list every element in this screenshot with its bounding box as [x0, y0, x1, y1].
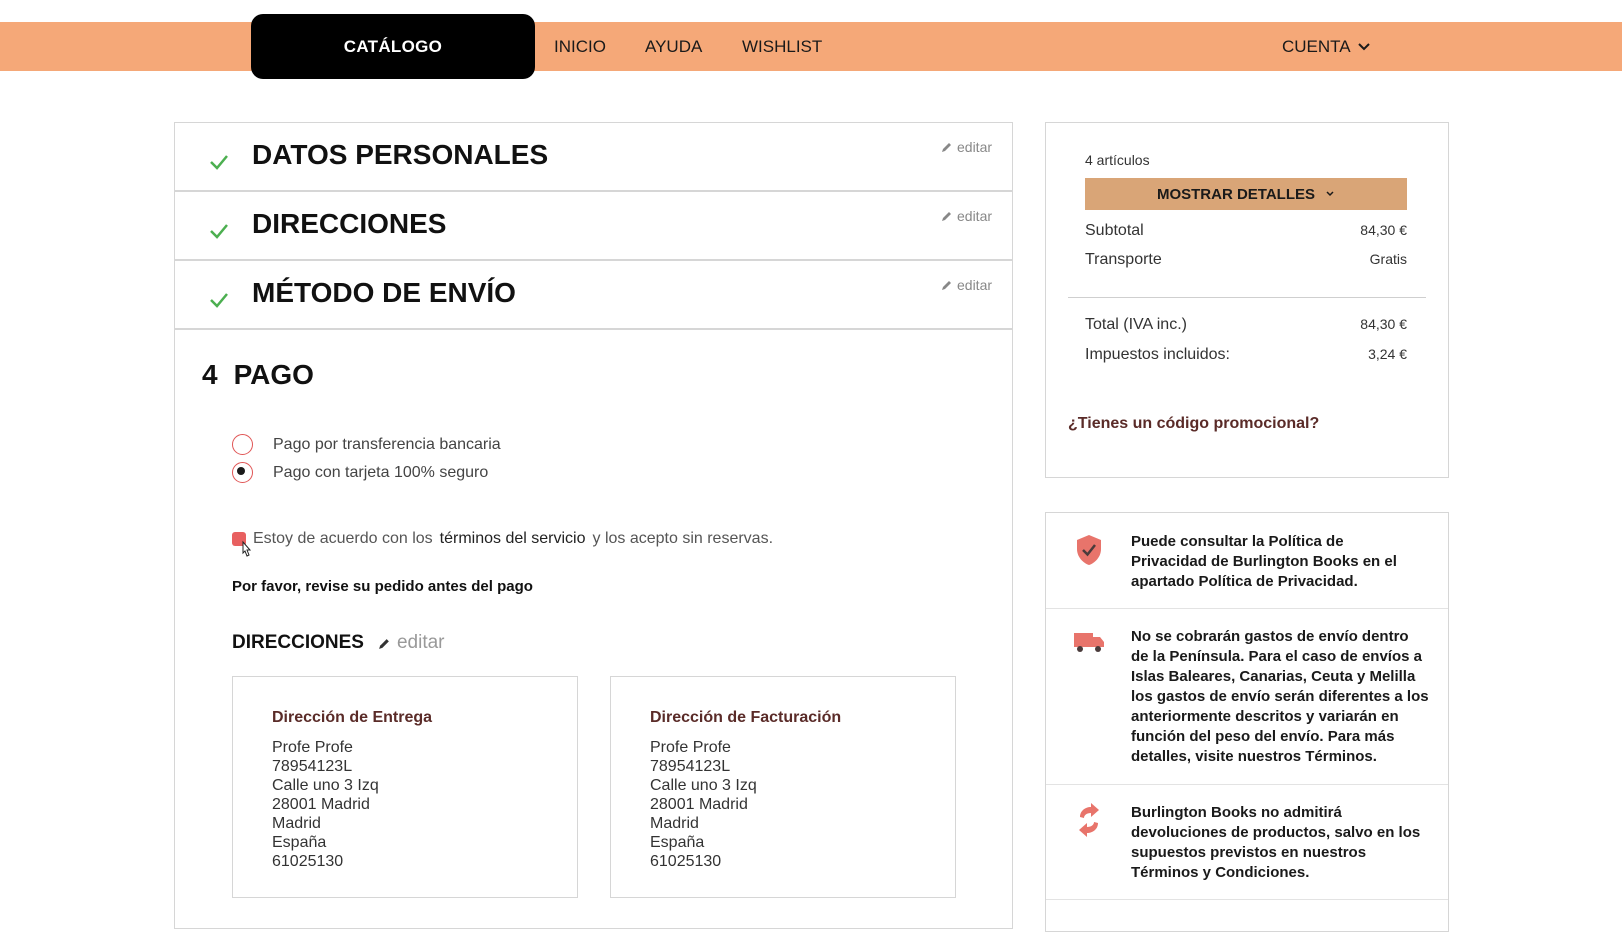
shipping-info-text: No se cobrarán gastos de envío dentro de la Península. Para el caso de envíos a Islas Baleares, Canarias, Ceuta y Melilla los gastos de envío serán diferentes a los anteriormente descritos y variarán en función del peso del envío. Para más detalles, visite nuestros Términos.	[1131, 628, 1429, 765]
payment-heading	[202, 359, 314, 391]
edit-label: editar	[957, 139, 993, 155]
catalog-logo-button[interactable]: CATÁLOGO	[251, 14, 535, 79]
delivery-address-title: Dirección de Entrega	[272, 709, 433, 726]
step-addresses	[174, 191, 1013, 260]
reassurance-panel	[1045, 512, 1449, 932]
taxes-value: 3,24 €	[1368, 346, 1407, 362]
returns-info-text: Burlington Books no admitirá devoluciones de productos, salvo en los supuestos previstos en nuestros Términos y Condiciones.	[1131, 804, 1421, 881]
terms-row	[232, 530, 773, 548]
items-count: 4 artículos	[1085, 152, 1150, 168]
nav-link-wishlist[interactable]: WISHLIST	[742, 36, 823, 56]
edit-label: editar	[957, 208, 993, 224]
return-arrows-icon	[1074, 803, 1104, 837]
address-line: 61025130	[272, 853, 344, 870]
shipping-label: Transporte	[1085, 251, 1162, 268]
address-line: 61025130	[650, 853, 722, 870]
billing-address-title: Dirección de Facturación	[650, 709, 842, 726]
checkmark-icon	[209, 152, 229, 172]
address-line: Calle uno 3 Izq	[650, 777, 757, 794]
total-label: Total (IVA inc.)	[1085, 316, 1187, 333]
account-menu[interactable]	[1282, 22, 1371, 71]
info-divider	[1046, 784, 1448, 785]
account-label: CUENTA	[1282, 36, 1351, 56]
show-details-button[interactable]	[1085, 178, 1407, 210]
step-shipping-method	[174, 260, 1013, 329]
pencil-icon	[941, 279, 953, 291]
chevron-down-icon	[1357, 42, 1371, 52]
address-line: Calle uno 3 Izq	[272, 777, 379, 794]
radio-transfer[interactable]	[232, 434, 253, 455]
pencil-icon	[378, 637, 391, 650]
edit-personal-data-link[interactable]	[941, 139, 992, 155]
step-payment	[174, 329, 1013, 929]
mouse-cursor-icon	[238, 540, 254, 560]
review-order-note: Por favor, revise su pedido antes del pago	[232, 578, 533, 595]
step-number: 4	[202, 359, 218, 390]
step-title-shipping-method: MÉTODO DE ENVÍO	[252, 277, 516, 308]
delivery-address-lines	[272, 738, 379, 871]
terms-prefix: Estoy de acuerdo con los	[253, 530, 433, 547]
truck-icon	[1072, 629, 1106, 655]
taxes-label: Impuestos incluidos:	[1085, 346, 1230, 363]
billing-address-card	[610, 676, 956, 898]
addresses-review-title: DIRECCIONES	[232, 632, 364, 653]
address-line: 28001 Madrid	[272, 796, 370, 813]
address-line: Profe Profe	[650, 739, 731, 756]
step-title-addresses: DIRECCIONES	[252, 208, 447, 239]
address-line: 28001 Madrid	[650, 796, 748, 813]
privacy-info-text: Puede consultar la Política de Privacidad de Burlington Books en el apartado Política de Privacidad.	[1131, 533, 1397, 590]
address-line: Profe Profe	[272, 739, 353, 756]
payment-option-card[interactable]	[232, 462, 488, 483]
addresses-review-header	[232, 632, 445, 654]
pencil-icon	[941, 210, 953, 222]
edit-label: editar	[396, 632, 445, 653]
nav-link-ayuda[interactable]: AYUDA	[645, 36, 703, 56]
payment-option-label: Pago con tarjeta 100% seguro	[273, 463, 489, 481]
total-value: 84,30 €	[1360, 316, 1407, 332]
nav-link-inicio[interactable]: INICIO	[554, 36, 606, 56]
subtotal-label: Subtotal	[1085, 222, 1144, 239]
summary-divider	[1068, 297, 1426, 298]
address-line: España	[650, 834, 705, 851]
radio-card[interactable]	[232, 462, 253, 483]
payment-option-label: Pago por transferencia bancaria	[273, 435, 501, 453]
edit-label: editar	[957, 277, 993, 293]
address-line: Madrid	[650, 815, 699, 832]
terms-of-service-link[interactable]: términos del servicio	[439, 530, 586, 547]
terms-suffix: y los acepto sin reservas.	[592, 530, 774, 547]
checkmark-icon	[209, 221, 229, 241]
chevron-down-icon	[1325, 190, 1335, 198]
step-personal-data	[174, 122, 1013, 191]
show-details-label: MOSTRAR DETALLES	[1156, 185, 1316, 203]
address-line: 78954123L	[650, 758, 731, 775]
checkmark-icon	[209, 290, 229, 310]
shipping-value: Gratis	[1369, 251, 1407, 267]
delivery-address-card	[232, 676, 578, 898]
subtotal-value: 84,30 €	[1360, 222, 1407, 238]
promo-code-link[interactable]: ¿Tienes un código promocional?	[1068, 415, 1320, 432]
edit-addresses-review-link[interactable]	[378, 632, 445, 654]
address-line: España	[272, 834, 327, 851]
shield-check-icon	[1074, 533, 1104, 567]
order-summary	[1045, 122, 1449, 478]
address-line: 78954123L	[272, 758, 353, 775]
info-divider	[1046, 608, 1448, 609]
pencil-icon	[941, 141, 953, 153]
address-line: Madrid	[272, 815, 321, 832]
edit-addresses-link[interactable]	[941, 208, 992, 224]
step-title-payment: PAGO	[233, 359, 314, 390]
billing-address-lines	[650, 738, 757, 871]
payment-option-transfer[interactable]	[232, 434, 501, 455]
step-title-personal-data: DATOS PERSONALES	[252, 139, 549, 170]
info-divider	[1046, 899, 1448, 900]
edit-shipping-method-link[interactable]	[941, 277, 992, 293]
